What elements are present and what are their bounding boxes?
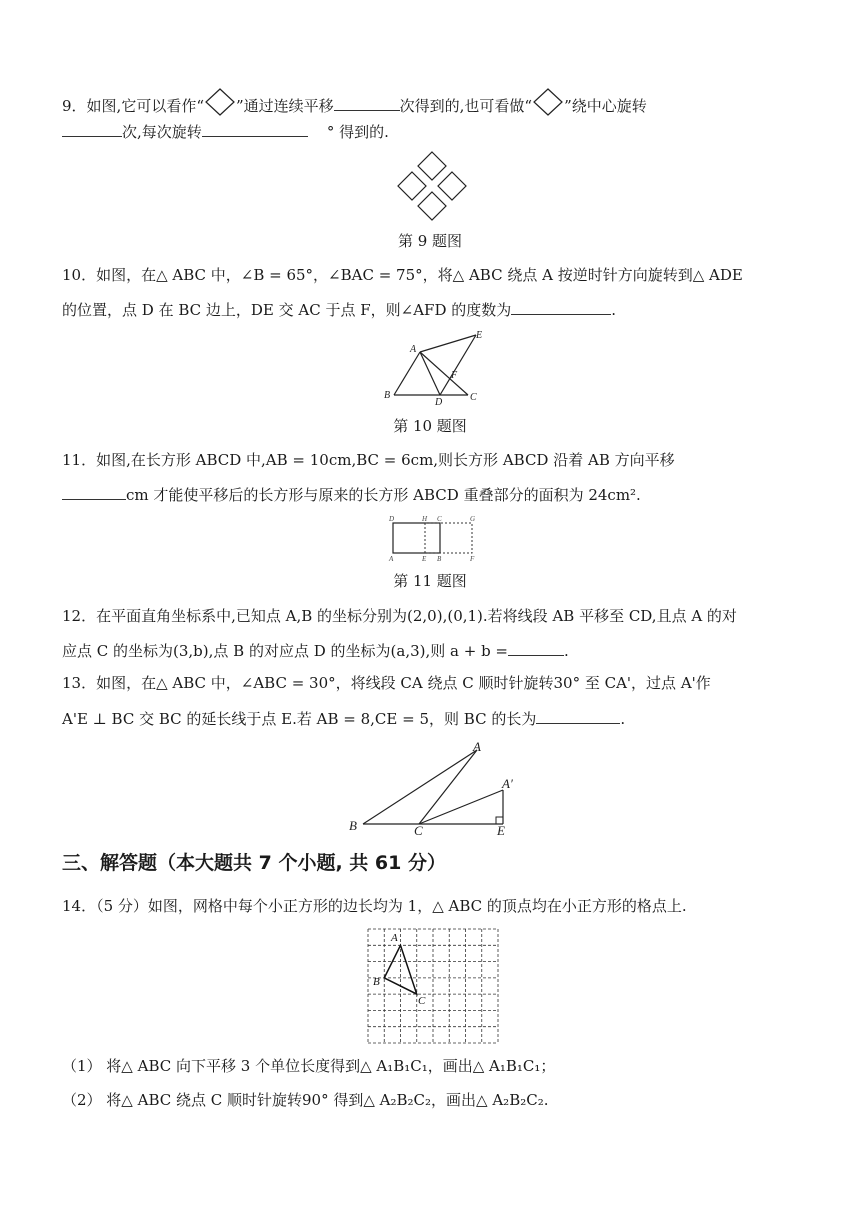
q11-text: cm 才能使平移后的长方形与原来的长方形 ABCD 重叠部分的面积为 24cm².	[126, 486, 641, 504]
q9-line2	[62, 121, 389, 142]
q10-caption: 第 10 题图	[393, 417, 467, 435]
q10-label-c: C	[470, 392, 477, 403]
q11-label-f: F	[470, 555, 475, 563]
q12-blank-sum[interactable]	[508, 640, 564, 656]
q9-line1	[62, 87, 647, 117]
q14-line1: 14．（5 分）如图，网格中每个小正方形的边长均为 1，△ ABC 的顶点均在小正方形的格点上.	[62, 897, 687, 915]
q14-label-c: C	[418, 995, 426, 1007]
q13-period: .	[620, 710, 626, 728]
q10-period: .	[611, 301, 617, 319]
q10-label-e: E	[476, 330, 483, 341]
q13-figure	[345, 738, 525, 836]
q11-blank-distance[interactable]	[62, 484, 126, 500]
q10-blank-angle-afd[interactable]	[511, 299, 611, 315]
q13-label-a-prime: A′	[502, 776, 513, 791]
q12-period: .	[564, 642, 569, 660]
q11-label-h: H	[422, 515, 428, 523]
q11-label-c: C	[437, 515, 442, 523]
q14-sub1: （1） 将△ ABC 向下平移 3 个单位长度得到△ A₁B₁C₁，画出△ A₁B₁C₁；	[62, 1057, 556, 1075]
q14-label-a: A	[391, 932, 398, 944]
q11-label-g: G	[470, 515, 476, 523]
q11-line1: 11．如图,在长方形 ABCD 中,AB = 10cm,BC = 6cm,则长方形 ABCD 沿着 AB 方向平移	[62, 451, 675, 469]
q9-blank-rotate-angle[interactable]	[202, 121, 308, 137]
q13-label-c: C	[414, 823, 423, 836]
q10-label-f: F	[451, 370, 458, 381]
q9-text-3: 次得到的,也可看做“	[399, 97, 533, 115]
section-heading: 三、解答题（本大题共 7 个小题, 共 61 分）	[62, 852, 446, 874]
q13-label-a: A	[473, 739, 481, 754]
q10-text: 的位置，点 D 在 BC 边上，DE 交 AC 于点 F，则∠AFD 的度数为	[62, 301, 512, 319]
q10-label-a: A	[410, 344, 417, 355]
q9-blank-rotate-count[interactable]	[62, 121, 122, 137]
q14-sub2: （2） 将△ ABC 绕点 C 顺时针旋转90° 得到△ A₂B₂C₂，画出△ A₂B₂C₂.	[62, 1091, 549, 1109]
q13-line2	[62, 708, 625, 729]
q11-caption: 第 11 题图	[393, 572, 467, 590]
q11-label-a: A	[389, 555, 394, 563]
q13-line1: 13．如图，在△ ABC 中，∠ABC = 30°，将线段 CA 绕点 C 顺时针旋转30° 至 CA'，过点 A'作	[62, 674, 711, 692]
q9-text-4: ”绕中心旋转	[564, 97, 647, 115]
q9-text-6: ° 得到的.	[326, 123, 389, 141]
diamond-icon	[204, 87, 236, 117]
q12-text: 应点 C 的坐标为(3,b),点 B 的对应点 D 的坐标为(a,3),则 a + b =	[62, 642, 509, 660]
q11-line2	[62, 484, 641, 505]
q9-text-5: 次,每次旋转	[122, 123, 202, 141]
q14-grid-figure	[365, 926, 501, 1046]
q12-line1: 12．在平面直角坐标系中,已知点 A,B 的坐标分别为(2,0),(0,1).若将线段 AB 平移至 CD,且点 A 的对	[62, 607, 737, 625]
q9-number: 9．	[62, 97, 87, 115]
q9-text-1: 如图,它可以看作“	[86, 97, 204, 115]
q13-blank-bc-length[interactable]	[536, 708, 620, 724]
q12-line2	[62, 640, 569, 661]
q11-label-e: E	[422, 555, 427, 563]
q10-label-b: B	[384, 390, 391, 401]
q10-figure	[380, 328, 490, 408]
q13-label-e: E	[497, 823, 505, 836]
q10-line1: 10．如图，在△ ABC 中，∠B = 65°，∠BAC = 75°，将△ ABC 绕点 A 按逆时针方向旋转到△ ADE	[62, 266, 743, 284]
q9-text-2: ”通过连续平移	[235, 97, 334, 115]
q14-label-b: B	[373, 976, 380, 988]
q9-blank-translate-count[interactable]	[334, 95, 400, 111]
q9-figure	[396, 150, 468, 222]
q11-figure	[386, 514, 480, 564]
diamond-icon	[532, 87, 564, 117]
q10-line2	[62, 299, 616, 320]
q11-label-b: B	[437, 555, 442, 563]
q13-label-b: B	[349, 818, 357, 833]
q13-text: A'E ⊥ BC 交 BC 的延长线于点 E.若 AB = 8,CE = 5，则 BC 的长为	[62, 710, 537, 728]
q11-label-d: D	[389, 515, 395, 523]
q10-label-d: D	[435, 397, 443, 408]
q9-caption: 第 9 题图	[397, 232, 463, 250]
